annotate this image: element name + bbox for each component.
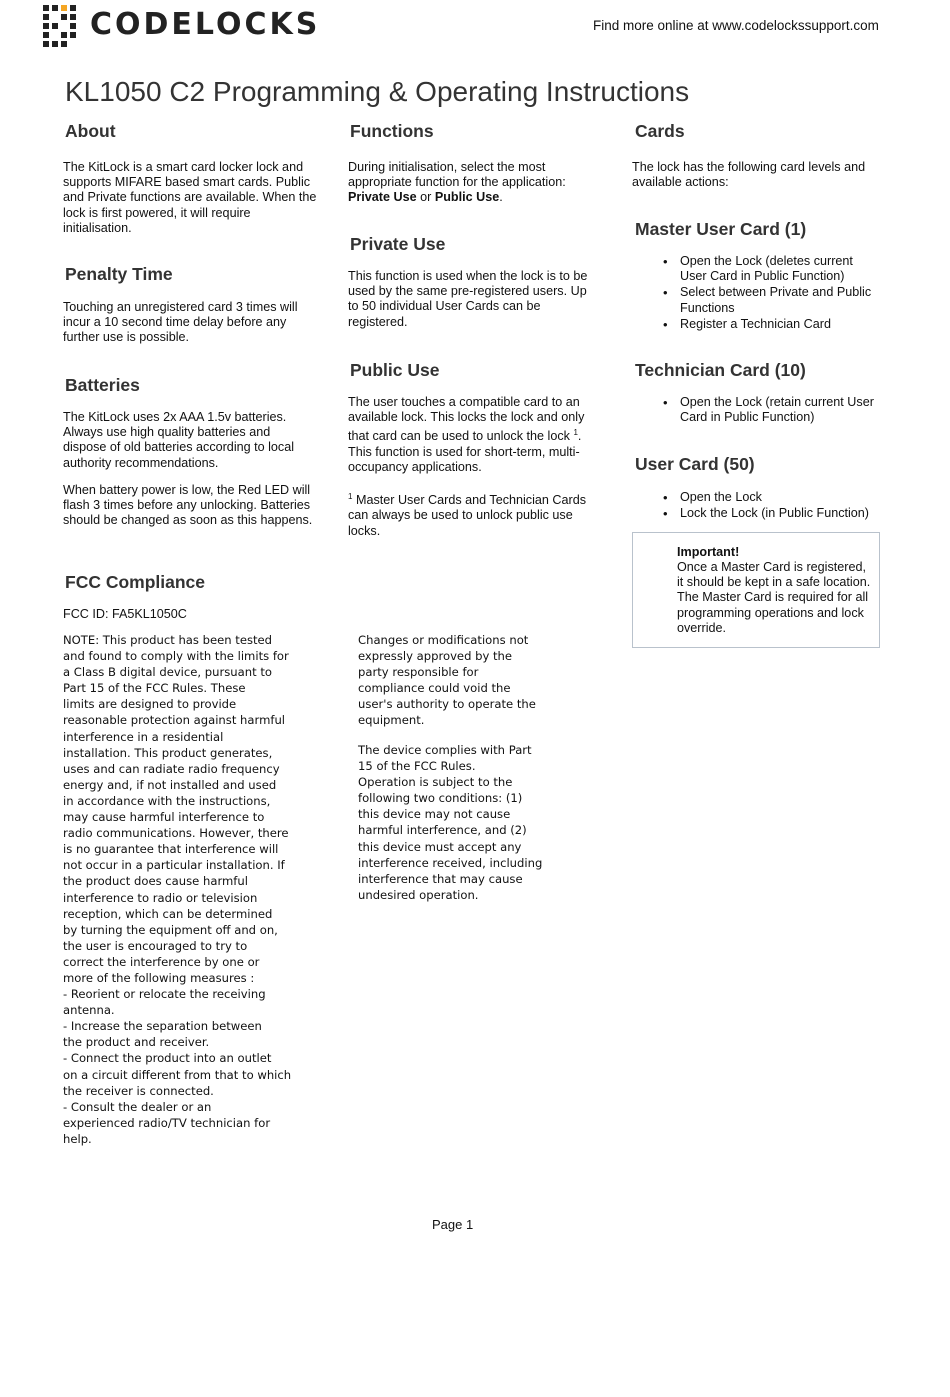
list-item: • Register a Technician Card [632, 317, 882, 332]
public-use-heading: Public Use [350, 360, 440, 380]
technician-card-heading: Technician Card (10) [635, 360, 806, 380]
functions-heading: Functions [350, 121, 434, 141]
page-title: KL1050 C2 Programming & Operating Instructions [65, 76, 690, 107]
technician-card-actions [632, 395, 882, 426]
codelocks-logo-icon [43, 5, 77, 47]
fcc-note-text: NOTE: This product has been tested and found to comply with the limits for a Class B digital device, pursuant to Part 15 of the FCC Rules. These limits are designed to provide reasonable protection against harmful interference in a residential installation. This product generates, uses and can radiate radio frequency energy and, if not installed and used in accordance with the instructions, may cause harmful interference to radio communications. However, there is no guarantee that interference will not occur in a particular installation. If the product does cause harmful interference to radio or television reception, which can be determined by turning the equipment off and on, the user is encouraged to try to correct the interference by one or more of the following measures : - Reorient or relocate the receiving antenna. - Increase the separation between the product and receiver. - Connect the product into an outlet on a circuit different from that to which the receiver is connected. - Consult the dealer or an experienced radio/TV technician for help. [63, 633, 292, 1146]
list-item: • Select between Private and Public Functions [632, 285, 882, 315]
page-number: Page 1 [432, 1217, 474, 1232]
footnote-marker: 1 [573, 428, 578, 438]
public-use-label: Public Use [434, 190, 500, 205]
penalty-time-heading: Penalty Time [65, 264, 173, 284]
cards-heading: Cards [635, 121, 685, 141]
fcc-complies-text: The device complies with Part 15 of the FCC Rules. Operation is subject to the following two conditions: (1) this device may not cause harmful interference, and (2) this device must accept any interference received, including interference that may cause undesired operation. [358, 743, 543, 902]
list-item: • Open the Lock [632, 490, 882, 505]
list-item: • Open the Lock (retain current User Card in Public Function) [632, 395, 882, 425]
user-card-heading: User Card (50) [635, 454, 755, 474]
functions-text: During initialisation, select the most appropriate function for the application: Private Use or Public Use. [348, 160, 566, 205]
fcc-changes-text: Changes or modifications not expressly approved by the party responsible for compliance could void the user's authority to operate the equipment. [358, 633, 536, 728]
private-use-label: Private Use [348, 190, 417, 205]
about-heading: About [65, 121, 116, 141]
batteries-text: The KitLock uses 2x AAA 1.5v batteries. Always use high quality batteries and dispose of old batteries according to local authority recommendations. [63, 410, 295, 470]
important-note-text: Once a Master Card is registered, it should be kept in a safe location. The Master Card is required for all programming operations and lock override. [677, 560, 871, 635]
public-use-text: The user touches a compatible card to an available lock. This locks the lock and only that card can be used to unlock the lock $^1$. This function is used for short-term, multi-occupancy applications. [348, 395, 585, 474]
penalty-time-text: Touching an unregistered card 3 times will incur a 10 second time delay before any further use is possible. [63, 300, 298, 345]
logo-text: CODELOCKS [90, 7, 321, 42]
private-use-heading: Private Use [350, 234, 446, 254]
cards-intro: The lock has the following card levels and available actions: [632, 160, 866, 190]
fcc-id: FCC ID: FA5KL1050C [63, 607, 187, 621]
about-text: The KitLock is a smart card locker lock and supports MIFARE based smart cards. Public and Private functions are available. When the lock is first powered, it will require initialisation. [63, 160, 317, 235]
list-item: • Lock the Lock (in Public Function) [632, 506, 882, 521]
list-item: • Open the Lock (deletes current User Card in Public Function) [632, 254, 882, 284]
footnote-text: $^1$ Master User Cards and Technician Cards can always be used to unlock public use locks. [348, 492, 587, 538]
batteries-heading: Batteries [65, 375, 140, 395]
master-card-actions [632, 254, 882, 333]
user-card-actions [632, 490, 882, 522]
batteries-low-power-text: When battery power is low, the Red LED will flash 3 times before any unlocking. Batteries should be changed as soon as this happens. [63, 483, 313, 528]
important-note-title: Important! [677, 545, 740, 559]
support-site-link[interactable]: Find more online at www.codelockssupport.com [593, 18, 879, 33]
fcc-compliance-heading: FCC Compliance [65, 572, 206, 592]
master-user-card-heading: Master User Card (1) [635, 219, 807, 239]
important-note-box [632, 532, 880, 648]
private-use-text: This function is used when the lock is to be used by the same pre-registered users. Up to 50 individual User Cards can be registered. [348, 269, 588, 329]
